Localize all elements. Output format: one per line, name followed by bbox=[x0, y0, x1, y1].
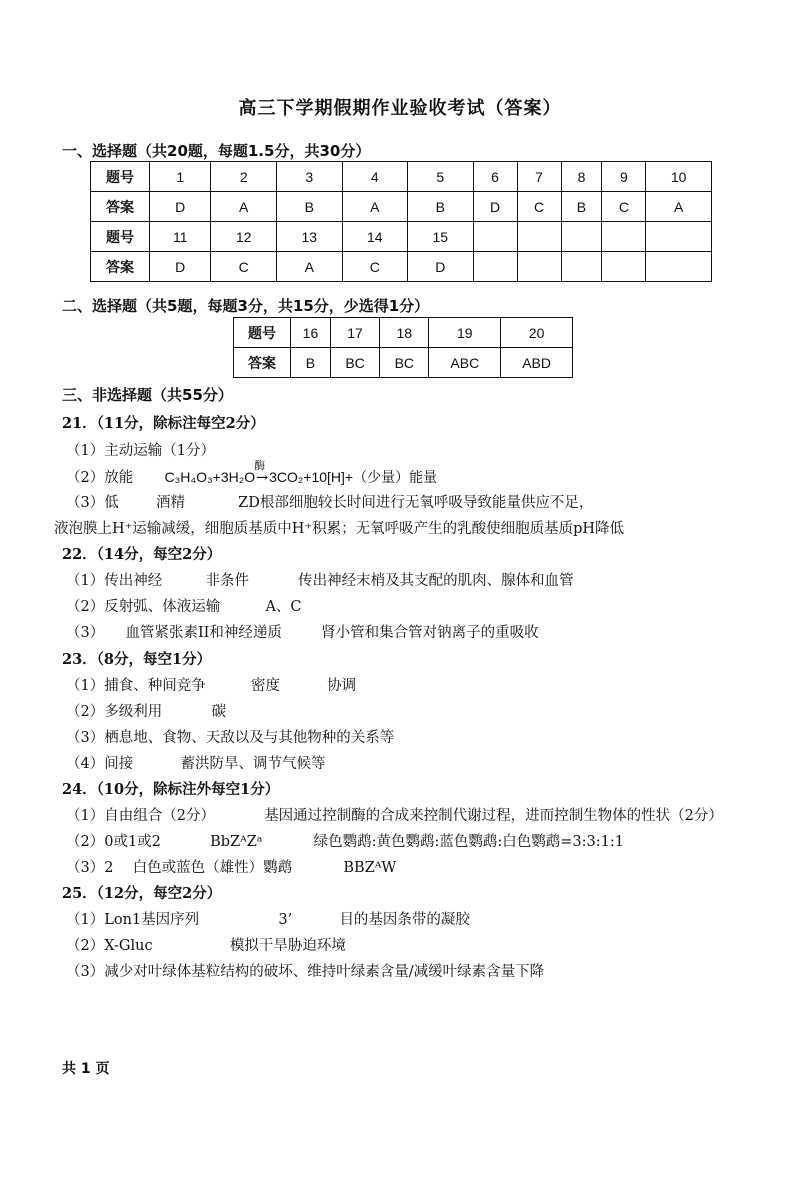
table-row bbox=[234, 318, 573, 348]
table-cell: D bbox=[150, 252, 211, 282]
q21-line3-part-b: 酒精 bbox=[155, 495, 185, 511]
table-cell: B bbox=[291, 348, 331, 378]
q22-header: 22．（14分，每空2分） bbox=[62, 546, 222, 563]
q23-line4-part-a: （4）间接 bbox=[66, 756, 134, 772]
section2-answer-table bbox=[233, 317, 573, 378]
table-cell: ABC bbox=[429, 348, 501, 378]
table-cell: 4 bbox=[342, 162, 408, 192]
q21-line3 bbox=[66, 491, 593, 512]
table-cell bbox=[646, 222, 712, 252]
q23-line1-part-b: 密度 bbox=[250, 678, 280, 694]
q22-line3-part-a: （3） bbox=[66, 625, 105, 641]
table-cell: C bbox=[602, 192, 646, 222]
table-cell: 9 bbox=[602, 162, 646, 192]
q23-line4-part-b: 蓄洪防旱、调节气候等 bbox=[180, 756, 326, 772]
q22-line1 bbox=[66, 569, 574, 590]
table-cell: B bbox=[561, 192, 602, 222]
reaction-arrow: 酶 → bbox=[254, 459, 269, 486]
table-cell: C bbox=[517, 192, 561, 222]
q24-line3 bbox=[66, 856, 396, 877]
q21-line3-part-a: （3）低 bbox=[66, 495, 119, 511]
table-cell bbox=[473, 252, 517, 282]
q22-line1-part-a: （1）传出神经 bbox=[66, 573, 163, 589]
q23-line2-part-a: （2）多级利用 bbox=[66, 704, 163, 720]
q25-line1-part-a: （1）Lon1基因序列 bbox=[66, 912, 200, 928]
q21-formula-reactants: C₃H₄O₃+3H₂O bbox=[164, 469, 256, 485]
q23-line2-part-b: 碳 bbox=[211, 704, 226, 720]
page-count-footer: 共 1 页 bbox=[62, 1061, 110, 1077]
q25-line3: （3）减少对叶绿体基粒结构的破坏、维持叶绿素含量/减缓叶绿素含量下降 bbox=[66, 964, 545, 980]
table-cell bbox=[517, 252, 561, 282]
q22-line1-part-c: 传出神经末梢及其支配的肌肉、腺体和血管 bbox=[298, 573, 574, 589]
table-cell: 6 bbox=[473, 162, 517, 192]
table-cell bbox=[517, 222, 561, 252]
table-cell: 1 bbox=[150, 162, 211, 192]
row-label-answer: 答案 bbox=[91, 192, 150, 222]
row-label-number: 题号 bbox=[91, 222, 150, 252]
table-cell bbox=[602, 222, 646, 252]
q21-formula-products: 3CO₂+10[H]+（少量）能量 bbox=[269, 469, 438, 485]
table-cell: A bbox=[342, 192, 408, 222]
table-cell: 18 bbox=[380, 318, 429, 348]
q23-line1 bbox=[66, 674, 356, 695]
table-cell: 10 bbox=[646, 162, 712, 192]
table-cell bbox=[561, 252, 602, 282]
q23-line2 bbox=[66, 700, 226, 721]
q24-header: 24．（10分，除标注外每空1分） bbox=[62, 781, 280, 798]
q22-line2-part-a: （2）反射弧、体液运输 bbox=[66, 599, 221, 615]
q21-line3-part-c: ZD根部细胞较长时间进行无氧呼吸导致能量供应不足， bbox=[238, 495, 594, 511]
table-cell: 19 bbox=[429, 318, 501, 348]
q24-line2-part-c: 绿色鹦鹉:黄色鹦鹉:蓝色鹦鹉:白色鹦鹉=3:3:1:1 bbox=[313, 834, 624, 850]
q24-line2 bbox=[66, 830, 624, 851]
q21-line1: （1）主动运输（1分） bbox=[66, 443, 215, 459]
table-row bbox=[91, 162, 712, 192]
q22-line2 bbox=[66, 595, 302, 616]
page-title: 高三下学期假期作业验收考试（答案） bbox=[238, 98, 562, 119]
table-cell: BC bbox=[380, 348, 429, 378]
q24-line2-part-a: （2）0或1或2 bbox=[66, 834, 161, 850]
row-label-answer: 答案 bbox=[91, 252, 150, 282]
q21-header: 21．（11分，除标注每空2分） bbox=[62, 415, 265, 432]
table-cell: ABD bbox=[501, 348, 573, 378]
table-cell: 7 bbox=[517, 162, 561, 192]
q23-line1-part-a: （1）捕食、种间竞争 bbox=[66, 678, 206, 694]
table-cell: 14 bbox=[342, 222, 408, 252]
table-cell: C bbox=[342, 252, 408, 282]
table-cell bbox=[473, 222, 517, 252]
q24-line1 bbox=[66, 804, 723, 825]
table-cell: 17 bbox=[330, 318, 379, 348]
q25-line2-part-a: （2）X-Gluc bbox=[66, 938, 153, 954]
q21-line4: 液泡膜上H⁺运输减缓，细胞质基质中H⁺积累；无氧呼吸产生的乳酸使细胞质基质pH降低 bbox=[54, 521, 625, 537]
q22-line3-part-b: 血管紧张素II和神经递质 bbox=[125, 625, 282, 641]
section1-answer-table bbox=[90, 161, 712, 282]
q25-line1 bbox=[66, 908, 470, 929]
table-cell bbox=[602, 252, 646, 282]
table-cell: C bbox=[211, 252, 277, 282]
table-cell bbox=[646, 252, 712, 282]
table-row bbox=[91, 252, 712, 282]
q25-line2-part-b: 模拟干旱胁迫环境 bbox=[229, 938, 346, 954]
q22-line2-part-b: A、C bbox=[265, 599, 302, 615]
section1-heading: 一、选择题（共20题，每题1.5分，共30分） bbox=[62, 142, 371, 160]
q22-line3-part-c: 肾小管和集合管对钠离子的重吸收 bbox=[321, 625, 539, 641]
q25-line1-part-c: 目的基因条带的凝胶 bbox=[339, 912, 470, 928]
q23-header: 23．（8分，每空1分） bbox=[62, 651, 212, 668]
q23-line1-part-c: 协调 bbox=[327, 678, 357, 694]
table-cell: 12 bbox=[211, 222, 277, 252]
table-cell: BC bbox=[330, 348, 379, 378]
table-cell: 11 bbox=[150, 222, 211, 252]
q25-line1-part-b: 3’ bbox=[278, 912, 293, 928]
table-cell: D bbox=[150, 192, 211, 222]
table-cell: D bbox=[408, 252, 474, 282]
table-cell: 3 bbox=[276, 162, 342, 192]
q23-line3: （3）栖息地、食物、天敌以及与其他物种的关系等 bbox=[66, 730, 395, 746]
q23-line4 bbox=[66, 752, 325, 773]
table-cell: 15 bbox=[408, 222, 474, 252]
q24-line1-part-b: 基因通过控制酶的合成来控制代谢过程，进而控制生物体的性状（2分） bbox=[264, 808, 723, 824]
table-cell: A bbox=[211, 192, 277, 222]
row-label-number: 题号 bbox=[91, 162, 150, 192]
table-cell: A bbox=[276, 252, 342, 282]
table-cell: 20 bbox=[501, 318, 573, 348]
table-row bbox=[91, 222, 712, 252]
table-cell: D bbox=[473, 192, 517, 222]
table-cell: 16 bbox=[291, 318, 331, 348]
table-cell bbox=[561, 222, 602, 252]
q22-line3 bbox=[66, 621, 539, 642]
table-cell: B bbox=[276, 192, 342, 222]
q24-line2-part-b: BbZᴬZᵃ bbox=[210, 834, 263, 850]
table-cell: 8 bbox=[561, 162, 602, 192]
table-row bbox=[234, 348, 573, 378]
q25-header: 25．（12分，每空2分） bbox=[62, 885, 222, 902]
table-cell: B bbox=[408, 192, 474, 222]
q24-line1-part-a: （1）自由组合（2分） bbox=[66, 808, 215, 824]
q24-line3-part-b: 白色或蓝色（雄性）鹦鹉 bbox=[132, 860, 293, 876]
enzyme-label: 酶 bbox=[254, 459, 266, 472]
q22-line1-part-b: 非条件 bbox=[205, 573, 249, 589]
q21-line2-part-a: （2）放能 bbox=[66, 470, 134, 486]
table-cell: 13 bbox=[276, 222, 342, 252]
q21-line2 bbox=[66, 459, 438, 487]
table-cell: 5 bbox=[408, 162, 474, 192]
section2-heading: 二、选择题（共5题，每题3分，共15分，少选得1分） bbox=[62, 297, 430, 315]
table-cell: 2 bbox=[211, 162, 277, 192]
q25-line2 bbox=[66, 934, 346, 955]
q24-line3-part-c: BBZᴬW bbox=[343, 860, 397, 876]
row-label-number: 题号 bbox=[234, 318, 291, 348]
table-cell: A bbox=[646, 192, 712, 222]
section3-heading: 三、非选择题（共55分） bbox=[62, 386, 233, 404]
row-label-answer: 答案 bbox=[234, 348, 291, 378]
table-row bbox=[91, 192, 712, 222]
q24-line3-part-a: （3）2 bbox=[66, 860, 114, 876]
